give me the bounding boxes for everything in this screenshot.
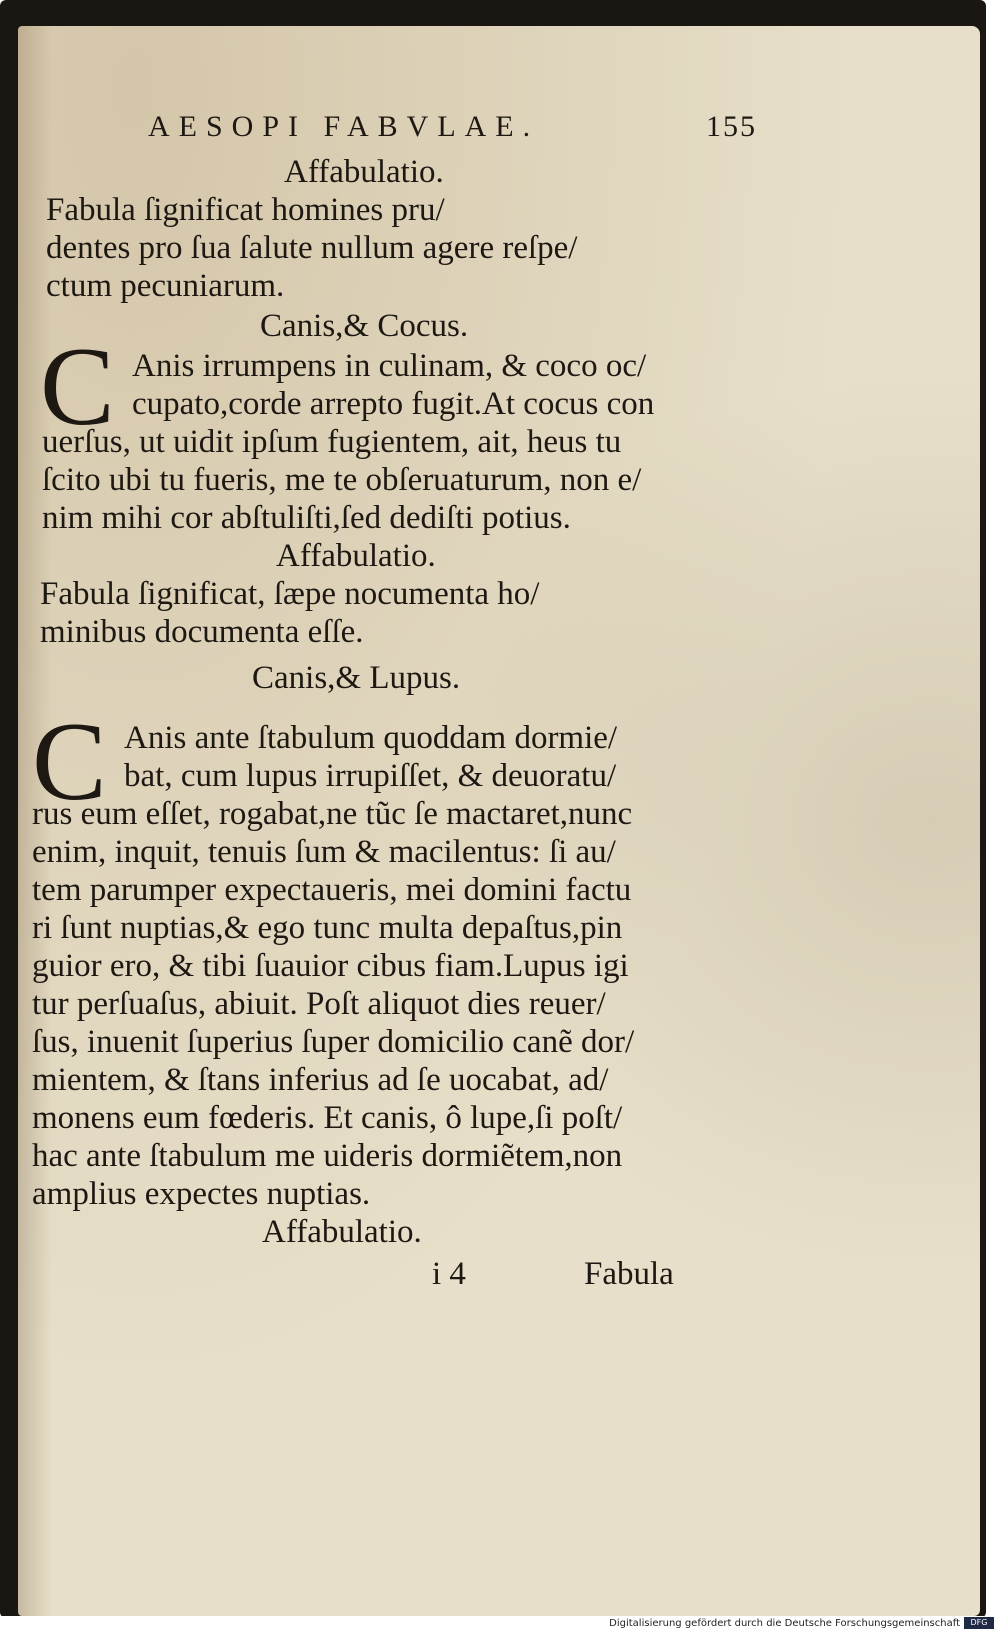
text-line: cupato,corde arrepto fugit.At cocus con (132, 386, 655, 422)
text-line: tem parumper expectaueris, mei domini factu (32, 872, 632, 908)
text-line: amplius expectes nuptias. (32, 1176, 371, 1212)
text-line: ſus, inuenit ſuperius ſuper domicilio canẽ dor/ (32, 1024, 635, 1060)
moral-heading: Affabulatio. (276, 538, 436, 574)
text-line: Anis ante ſtabulum quoddam dormie/ (124, 720, 618, 756)
text-line: Fabula ſignificat, ſæpe nocumenta ho/ (40, 576, 540, 612)
text-line: bat, cum lupus irrupiſſet, & deuoratu/ (124, 758, 617, 794)
moral-heading: Affabulatio. (284, 154, 444, 190)
text-line: guior ero, & tibi ſuauior cibus fiam.Lupus igi (32, 948, 629, 984)
moral-heading: Affabulatio. (262, 1214, 422, 1250)
fable-title: Canis,& Lupus. (252, 660, 461, 696)
text-line: ri ſunt nuptias,& ego tunc multa depaſtus,pin (32, 910, 623, 946)
text-line: monens eum fœderis. Et canis, ô lupe,ſi poſt/ (32, 1100, 623, 1136)
text-line: rus eum eſſet, rogabat,ne tũc ſe mactaret,nunc (32, 796, 633, 832)
drop-cap: C (32, 700, 107, 824)
text-line: mientem, & ſtans inferius ad ſe uocabat, ad/ (32, 1062, 609, 1098)
text-line: hac ante ſtabulum me uideris dormiẽtem,non (32, 1138, 623, 1174)
catchword: Fabula (584, 1256, 674, 1292)
book-page (18, 26, 980, 1616)
fable-title: Canis,& Cocus. (260, 308, 469, 344)
text-line: enim, inquit, tenuis ſum & macilentus: ſi au/ (32, 834, 616, 870)
text-line: Fabula ſignificat homines pru/ (46, 192, 445, 228)
text-line: nim mihi cor abſtuliſti,ſed dediſti potius. (42, 500, 571, 536)
dfg-logo: DFG (964, 1617, 994, 1629)
text-line: dentes pro ſua ſalute nullum agere reſpe/ (46, 230, 578, 266)
page-number: 155 (706, 110, 757, 143)
running-title: AESOPI FABVLAE. (148, 110, 540, 143)
text-line: minibus documenta eſſe. (40, 614, 364, 650)
drop-cap: C (40, 325, 115, 449)
text-line: ctum pecuniarum. (46, 268, 285, 304)
digitization-credit: Digitalisierung gefördert durch die Deutsche Forschungsgemeinschaft (609, 1618, 960, 1629)
text-line: Anis irrumpens in culinam, & coco oc/ (132, 348, 647, 384)
text-line: tur perſuaſus, abiuit. Poſt aliquot dies reuer/ (32, 986, 606, 1022)
signature-mark: i 4 (432, 1256, 466, 1292)
text-line: ſcito ubi tu fueris, me te obſeruaturum, non e/ (42, 462, 642, 498)
text-line: uerſus, ut uidit ipſum fugientem, ait, heus tu (42, 424, 622, 460)
